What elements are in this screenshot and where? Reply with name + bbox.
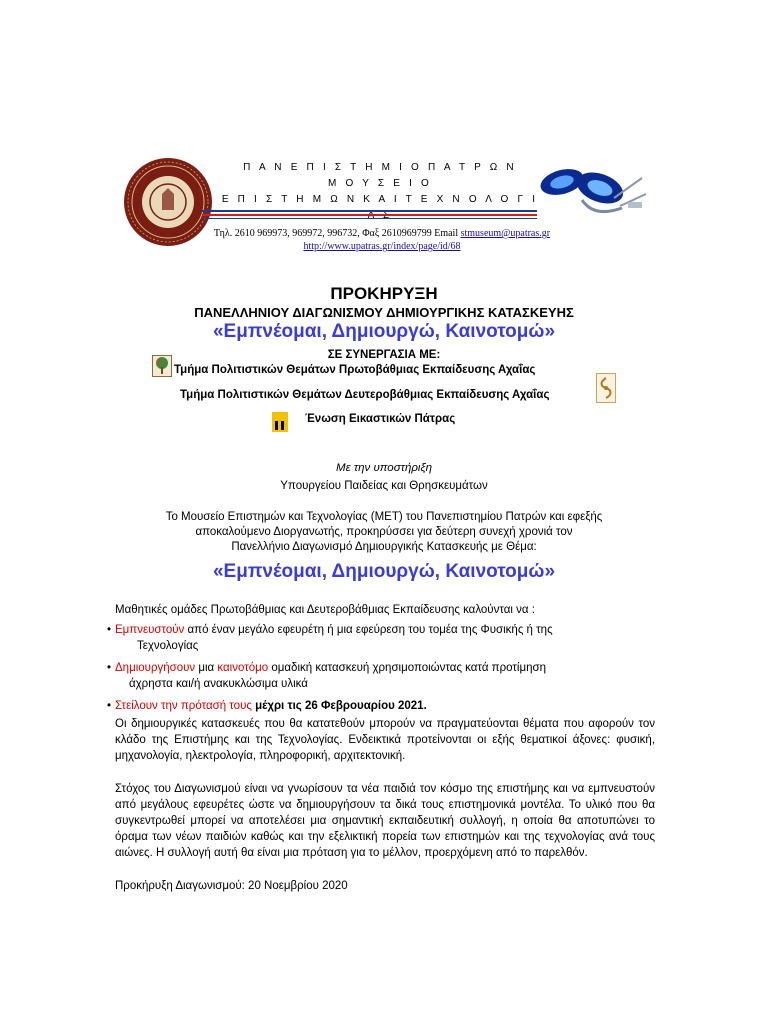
partner-primary-education: Τμήμα Πολιτιστικών Θεμάτων Πρωτοβάθμιας Εκπαίδευσης Αχαΐας <box>174 364 536 376</box>
ministry-name: Υπουργείου Παιδείας και Θρησκευμάτων <box>280 480 488 492</box>
university-name: Π Α Ν Ε Π Ι Σ Τ Η Μ Ι Ο Π Α Τ Ρ Ω Ν <box>243 162 517 173</box>
intro-line-1: Το Μουσείο Επιστημών και Τεχνολογίας (ΜΕΤ) του Πανεπιστημίου Πατρών και εφεξής <box>165 511 603 523</box>
support-label: Με την υποστήριξη <box>335 462 432 474</box>
bullet-icon: • <box>107 662 112 674</box>
announcement-title: ΠΡΟΚΗΡΥΞΗ <box>330 284 438 303</box>
bullet-inspire-keyword: Εμπνευστούν <box>115 624 185 636</box>
bullet-create-keyword: Δημιουργήσουν <box>115 662 196 674</box>
bullet-inspire-text: από έναν μεγάλο εφευρέτη ή μια εφεύρεση του τομέα της Φυσικής ή της <box>184 624 553 636</box>
sciences-name: Ε Π Ι Σ Τ Η Μ Ω Ν Κ Α Ι Τ Ε Χ Ν Ο Λ Ο Γ Ι <box>221 194 539 205</box>
museum-name: Μ Ο Υ Σ Ε Ι Ο <box>327 178 433 189</box>
intro-paragraph <box>100 510 668 555</box>
bullet-inspire-continuation: Τεχνολογίας <box>137 640 199 652</box>
partner-artists-union: Ένωση Εικαστικών Πάτρας <box>305 413 456 425</box>
tree-logo-icon <box>152 355 172 377</box>
header-rule-blue <box>202 210 537 212</box>
bullet-create-mid: μια <box>195 662 218 674</box>
museum-logo-art <box>532 158 650 226</box>
bullet-icon: • <box>107 700 112 712</box>
themes-paragraph: Οι δημιουργικές κατασκευές που θα κατατεθούν μπορούν να πραγματεύονται θέματα που αφορούν τον κλάδο της Επιστήμης και της Τεχνολογίας. Ενδεικτικά προτείνονται οι εξής θεματικοί άξονες: φυσική, μηχανολογία, ηλεκτρολογία, πληροφορική, αρχιτεκτονική. <box>115 718 655 762</box>
artists-union-icon <box>272 412 288 432</box>
decorative-ornament-icon <box>596 373 616 403</box>
announcement-date: Προκήρυξη Διαγωνισμού: 20 Νοεμβρίου 2020 <box>115 880 348 892</box>
header-rule-red <box>202 214 537 216</box>
email-link[interactable]: stmuseum@upatras.gr <box>460 228 551 239</box>
contact-phones: Τηλ. 2610 969973, 969972, 996732, Φαξ 2610969799 Email <box>213 228 461 239</box>
website-link[interactable]: http://www.upatras.gr/index/page/id/68 <box>303 241 461 252</box>
cooperation-heading: ΣΕ ΣΥΝΕΡΓΑΣΙΑ ΜΕ: <box>327 349 441 361</box>
university-seal-logo <box>122 156 214 248</box>
intro-theme-title: «Εμπνέομαι, Δημιουργώ, Καινοτομώ» <box>212 561 556 582</box>
bullet-innovative-keyword: καινοτόμο <box>217 662 269 674</box>
bullet-item-inspire <box>107 622 655 654</box>
contact-info <box>202 227 562 253</box>
bullet-item-create <box>107 660 655 692</box>
theme-title: «Εμπνέομαι, Δημιουργώ, Καινοτομώ» <box>212 321 556 342</box>
partner-secondary-education: Τμήμα Πολιτιστικών Θεμάτων Δευτεροβάθμιας Εκπαίδευσης Αχαΐας <box>180 389 550 401</box>
bullet-create-continuation: άχρηστα και/ή ανακυκλώσιμα υλικά <box>129 678 308 690</box>
competition-title: ΠΑΝΕΛΛΗΝΙΟΥ ΔΙΑΓΩΝΙΣΜΟΥ ΔΗΜΙΟΥΡΓΙΚΗΣ ΚΑΤΑΣΚΕΥΗΣ <box>194 305 574 320</box>
bullet-create-text: ομαδική κατασκευή χρησιμοποιώντας κατά προτίμηση <box>268 662 546 674</box>
header-rule-blue-2 <box>202 218 537 219</box>
bullet-icon: • <box>107 624 112 636</box>
bullet-submit-keyword: Στείλουν την πρότασή τους <box>115 700 252 712</box>
bullet-item-submit <box>107 698 655 714</box>
invitation-line: Μαθητικές ομάδες Πρωτοβάθμιας και Δευτεροβάθμιας Εκπαίδευσης καλούνται να : <box>115 604 535 616</box>
intro-line-2: αποκαλούμενο Διοργανωτής, προκηρύσσει για δεύτερη συνεχή χρονιά τον <box>195 526 573 538</box>
bullet-submit-deadline: μέχρι τις 26 Φεβρουαρίου 2021. <box>251 700 427 712</box>
intro-line-3: Πανελλήνιο Διαγωνισμό Δημιουργικής Κατασκευής με Θέμα: <box>231 541 537 553</box>
goal-paragraph: Στόχος του Διαγωνισμού είναι να γνωρίσουν τα νέα παιδιά τον κόσμο της επιστήμης και να εμπνευστούν από μεγάλους εφευρέτες ώστε να δημιουργήσουν τα δικά τους επιστημονικά μοντέλα. Το υλικό που θα συγκεντρωθεί μπορεί να αποτελέσει μια σημαντική εκπαιδευτική συλλογή, η οποία θα αποτυπώνει το όραμα των νέων παιδιών καθώς και την εξελικτική πορεία των επιστημών και της τεχνολογίας ανά τους αιώνες. Η συλλογή αυτή θα είναι μια πρόταση για το μέλλον, προερχόμενη από το παρελθόν. <box>115 783 655 859</box>
